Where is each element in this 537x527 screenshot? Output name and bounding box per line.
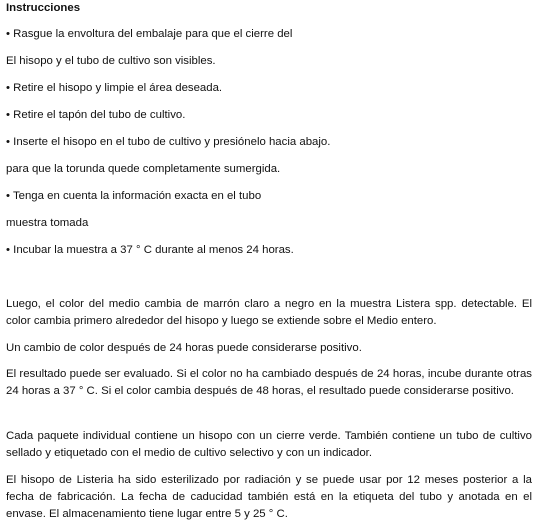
instruction-line: • Retire el tapón del tubo de cultivo. [6, 109, 186, 121]
body-paragraph: Un cambio de color después de 24 horas puede considerarse positivo. [6, 342, 362, 354]
body-paragraph: El hisopo de Listeria ha sido esterilizado por radiación y se puede usar por 12 meses posterior a la fecha de fabricación. La fecha de caducidad también está en la etiqueta del tubo y anotada en el envase. El almacenamiento tiene lugar entre 5 y 25 ° C. [6, 474, 532, 520]
instruction-line: para que la torunda quede completamente sumergida. [6, 163, 281, 175]
instruction-line: El hisopo y el tubo de cultivo son visibles. [6, 55, 216, 67]
body-paragraph: El resultado puede ser evaluado. Si el color no ha cambiado después de 24 horas, incube durante otras 24 horas a 37 ° C. Si el color cambia después de 48 horas, el resultado puede considerarse positivo. [6, 368, 532, 397]
body-paragraph: Luego, el color del medio cambia de marrón claro a negro en la muestra Listera spp. detectable. El color cambia primero alrededor del hisopo y luego se extiende sobre el Medio entero. [6, 298, 532, 327]
body-paragraph: Cada paquete individual contiene un hisopo con un cierre verde. También contiene un tubo de cultivo sellado y etiquetado con el medio de cultivo selectivo y con un indicador. [6, 430, 532, 459]
instructions-heading: Instrucciones [6, 2, 81, 14]
instruction-line: • Rasgue la envoltura del embalaje para que el cierre del [6, 28, 293, 40]
instruction-line: • Tenga en cuenta la información exacta en el tubo [6, 190, 262, 202]
instruction-line: muestra tomada [6, 217, 89, 229]
instruction-line: • Retire el hisopo y limpie el área deseada. [6, 82, 223, 94]
instruction-line: • Incubar la muestra a 37 ° C durante al menos 24 horas. [6, 244, 294, 256]
instruction-line: • Inserte el hisopo en el tubo de cultivo y presiónelo hacia abajo. [6, 136, 331, 148]
